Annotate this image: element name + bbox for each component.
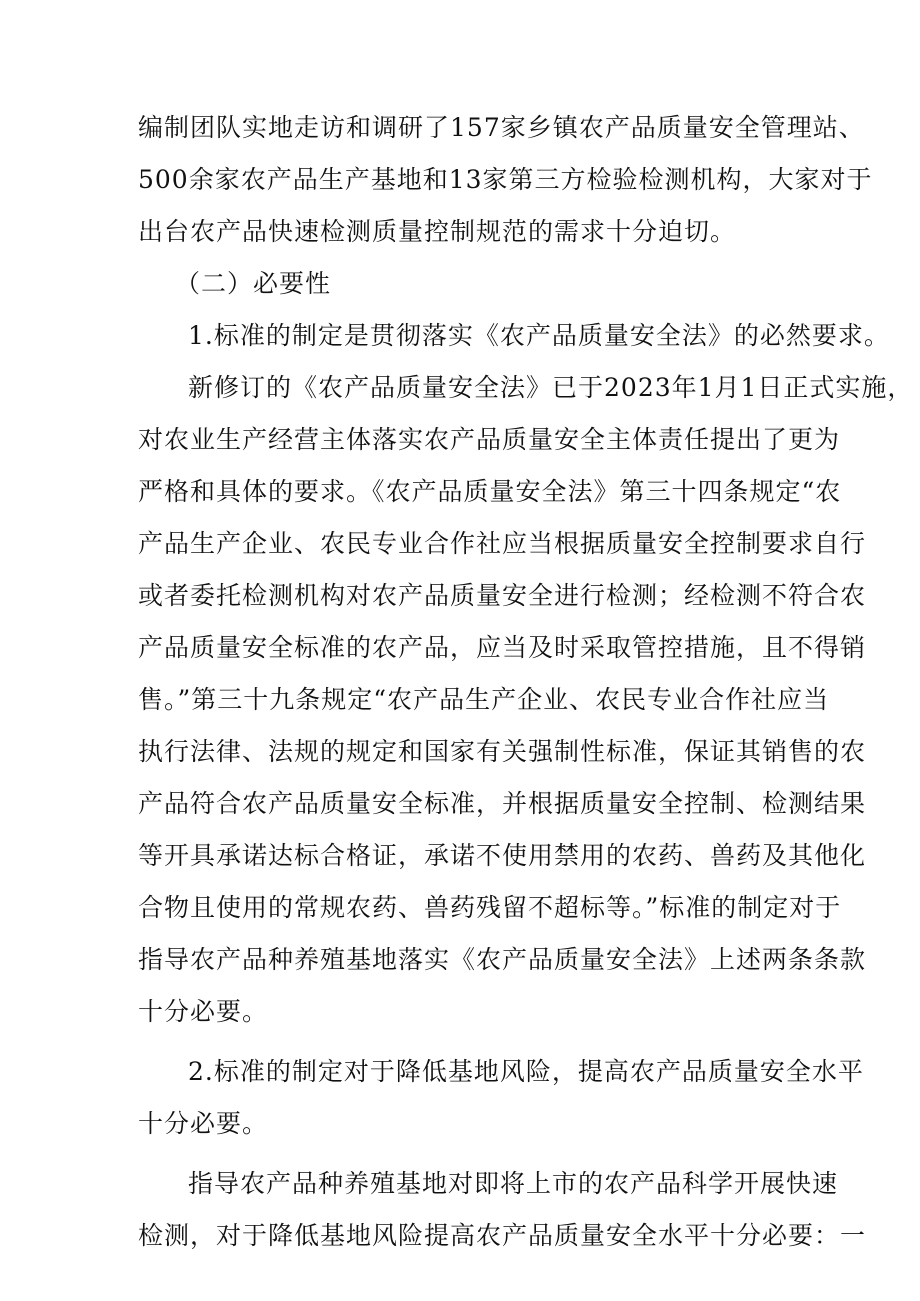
body-text-line: 执行法律、法规的规定和国家有关强制性标准，保证其销售的农 xyxy=(138,737,867,766)
body-text-line: 出台农产品快速检测质量控制规范的需求十分迫切。 xyxy=(138,217,737,246)
body-text-line: 编制团队实地走访和调研了157家乡镇农产品质量安全管理站、 xyxy=(138,113,865,142)
numbered-item-heading: 2.标准的制定对于降低基地风险，提高农产品质量安全水平 xyxy=(188,1057,864,1086)
body-text-line: 产品生产企业、农民专业合作社应当根据质量安全控制要求自行 xyxy=(138,529,867,558)
body-text-line: 十分必要。 xyxy=(138,1109,269,1138)
body-text-line: 产品质量安全标准的农产品，应当及时采取管控措施，且不得销 xyxy=(138,633,867,662)
body-text-line: 新修订的《农产品质量安全法》已于2023年1月1日正式实施， xyxy=(188,373,914,402)
section-heading: （二）必要性 xyxy=(175,269,332,298)
body-text-line: 售。”第三十九条规定“农产品生产企业、农民专业合作社应当 xyxy=(138,685,830,714)
body-text-line: 对农业生产经营主体落实农产品质量安全主体责任提出了更为 xyxy=(138,425,841,454)
body-text-line: 指导农产品种养殖基地对即将上市的农产品科学开展快速 xyxy=(188,1169,839,1198)
body-text-line: 指导农产品种养殖基地落实《农产品质量安全法》上述两条条款 xyxy=(138,945,867,974)
body-text-line: 500余家农产品生产基地和13家第三方检验检测机构，大家对于 xyxy=(138,165,873,194)
body-text-line: 或者委托检测机构对农产品质量安全进行检测；经检测不符合农 xyxy=(138,581,867,610)
body-text-line: 合物且使用的常规农药、兽药残留不超标等。”标准的制定对于 xyxy=(138,893,842,922)
body-text-line: 产品符合农产品质量安全标准，并根据质量安全控制、检测结果 xyxy=(138,789,867,818)
body-text-line: 十分必要。 xyxy=(138,997,269,1026)
body-text-line: 严格和具体的要求。《农产品质量安全法》第三十四条规定“农 xyxy=(138,477,842,506)
body-text-line: 等开具承诺达标合格证，承诺不使用禁用的农药、兽药及其他化 xyxy=(138,841,867,870)
numbered-item-heading: 1.标准的制定是贯彻落实《农产品质量安全法》的必然要求。 xyxy=(188,321,890,350)
body-text-line: 检测，对于降低基地风险提高农产品质量安全水平十分必要：一 xyxy=(138,1221,867,1250)
